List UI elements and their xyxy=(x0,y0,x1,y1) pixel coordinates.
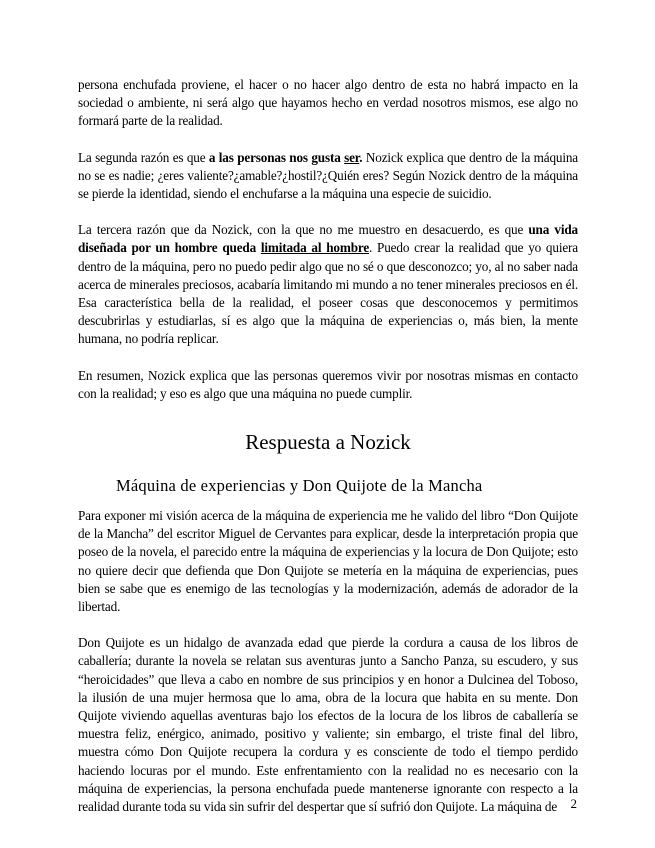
third-reason-thesis-end: . xyxy=(369,240,373,256)
third-reason-thesis-keyword: limitada al hombre xyxy=(260,240,370,256)
third-reason-body: Puedo crear la realidad que yo quiera dentro de la máquina, pero no puedo pedir algo que no sé o que desconozco; yo, al no saber nada acerca de minerales preciosos, acabaría limitando mi mundo a no tener minerales preciosos en él. Esa característica bella de la realidad, el poseer cosas que desconocemos y permitimos descubrirlas y estudiarlas, sí es algo que la máquina de experiencias o, más bien, la mente humana, no podría replicar. xyxy=(78,240,578,347)
third-reason-lead: La tercera razón que da Nozick, con la que no me muestro en desacuerdo, es que xyxy=(78,222,529,238)
section-heading: Respuesta a Nozick xyxy=(245,430,411,455)
paragraph-intro-continuation: persona enchufada proviene, el hacer o no hacer algo dentro de esta no habrá impacto en la sociedad o ambiente, ni será algo que hayamos hecho en verdad nosotros mismos, ese algo no formará parte de la realidad. xyxy=(78,77,578,129)
subsection-heading: Máquina de experiencias y Don Quijote de la Mancha xyxy=(116,476,483,496)
second-reason-thesis: a las personas nos gusta xyxy=(208,149,345,165)
paragraph-second-reason xyxy=(78,149,578,204)
paragraph-third-reason xyxy=(78,221,578,348)
paragraph-summary: En resumen, Nozick explica que las personas queremos vivir por nosotras mismas en contacto con la realidad; y eso es algo que una máquina no puede cumplir. xyxy=(78,367,578,401)
paragraph-quijote-body: Don Quijote es un hidalgo de avanzada edad que pierde la cordura a causa de los libros de caballería; durante la novela se relatan sus aventuras junto a Sancho Panza, su escudero, y sus “heroicidades” que lleva a cabo en nombre de sus principios y en honor a Dulcinea del Toboso, la ilusión de una mujer hermosa que lo ama, obra de la locura que habita en su mente. Don Quijote viviendo aquellas aventuras bajo los efectos de la locura de los libros de caballería se muestra feliz, enérgico, animado, positivo y valiente; sin embargo, el triste final del libro, muestra cómo Don Quijote recupera la cordura y es consciente de todo el tiempo perdido haciendo locuras por el mundo. Este enfrentamiento con la realidad no es necesario con la máquina de experiencias, la persona enchufada puede mantenerse ignorante con respecto a la realidad durante toda su vida sin sufrir del despertar que sí sufrió don Quijote. La máquina de xyxy=(78,635,578,815)
paragraph-quijote-intro: Para exponer mi visión acerca de la máquina de experiencia me he valido del libro “Don Quijote de la Mancha” del escritor Miguel de Cervantes para explicar, desde la interpretación propia que poseo de la novela, el parecido entre la máquina de experiencias y la locura de Don Quijote; esto no quiere decir que defienda que Don Quijote se metería en la máquina de experiencias, pues bien se sabe que es enemigo de las tecnologías y la modernización, además de adorador de la libertad. xyxy=(78,508,578,615)
page-number: 2 xyxy=(570,796,577,811)
second-reason-body: Nozick explica que dentro de la máquina no se es nadie; ¿eres valiente?¿amable?¿hostil?¿Quién eres? Según Nozick dentro de la máquina se pierde la identidad, siendo el enchufarse a la máquina una especie de suicidio. xyxy=(78,149,578,202)
second-reason-thesis-end: . xyxy=(359,149,363,165)
second-reason-thesis-keyword: ser xyxy=(344,149,360,165)
second-reason-lead: La segunda razón es que xyxy=(78,149,209,165)
page-body xyxy=(78,76,578,816)
third-reason-thesis: una vida diseñada por un hombre queda xyxy=(78,222,578,256)
